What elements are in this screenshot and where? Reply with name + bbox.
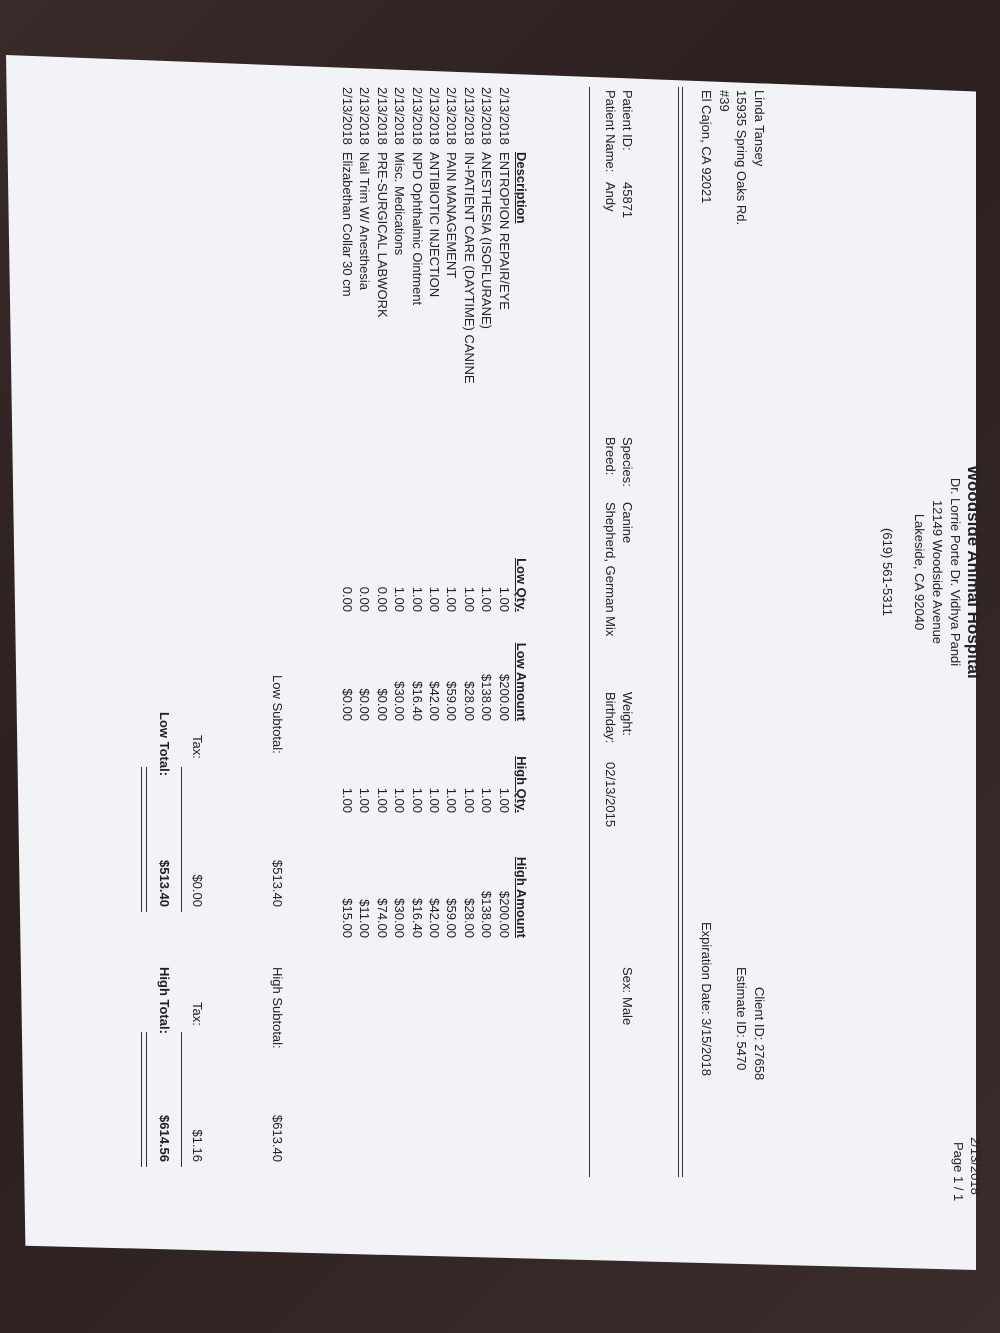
low-total-double-rule [141, 767, 147, 912]
table-header-row [513, 87, 530, 938]
birthday-label: Birthday: [603, 692, 618, 744]
sex-value: Male [620, 997, 635, 1026]
table-row: 2/13/2018 Elizabethan Collar 30 cm 0.00 $0.00 1.00 $15.00 [339, 87, 355, 938]
expiration-date: Expiration Date: 3/15/2018 [699, 922, 714, 1076]
client-city: El Cajon, CA 92021 [699, 90, 714, 204]
low-tax-label: Tax: [190, 735, 205, 759]
low-tax-rule [181, 767, 182, 912]
low-subtotal-label: Low Subtotal: [270, 675, 285, 754]
table-row: 2/13/2018 ANTIBIOTIC INJECTION 1.00 $42.00 1.00 $42.00 [426, 87, 442, 938]
high-subtotal-label: High Subtotal: [270, 967, 285, 1049]
species-label: Species: [620, 437, 635, 487]
client-name: Linda Tansey [752, 90, 767, 167]
line-items-table [339, 87, 530, 938]
high-subtotal-value: $613.40 [270, 1115, 285, 1162]
patient-id-label: Patient ID: [620, 90, 635, 151]
table-row: 2/13/2018 Misc. Medications 1.00 $30.00 1.00 $30.00 [392, 87, 408, 938]
estimate-document [157, 62, 985, 1252]
table-row: 2/13/2018 Nail Trim W/ Anesthesia 0.00 $0.00 1.00 $11.00 [357, 87, 373, 938]
weight-label: Weight: [620, 692, 635, 736]
breed-label: Breed: [603, 437, 618, 476]
table-row: 2/13/2018 ENTROPION REPAIR/EYE 1.00 $200.00 1.00 $200.00 [496, 87, 512, 938]
client-address2: #39 [717, 90, 732, 112]
estimate-id: Estimate ID: 5470 [734, 967, 749, 1071]
high-total-double-rule [141, 1032, 147, 1167]
species-value: Canine [620, 502, 635, 544]
hospital-name: Woodside Animal Hospital [964, 465, 983, 679]
col-low-qty: Low Qty. [514, 558, 529, 612]
low-tax-value: $0.00 [190, 874, 205, 907]
table-row: 2/13/2018 ANESTHESIA (ISOFLURANE) 1.00 $138.00 1.00 $138.00 [479, 87, 495, 938]
high-tax-label: Tax: [190, 1002, 205, 1026]
table-row: 2/13/2018 PRE-SURGICAL LABWORK 0.00 $0.00 1.00 $74.00 [374, 87, 390, 938]
table-row: 2/13/2018 NPD Ophthalmic Ointment 1.00 $16.40 1.00 $16.40 [409, 87, 425, 938]
col-high-qty: High Qty. [514, 756, 529, 813]
col-description: Description [514, 152, 529, 224]
page-number: Page 1 / 1 [951, 1142, 966, 1202]
high-total-label: High Total: [157, 967, 172, 1034]
rule-top-1 [682, 87, 683, 1177]
rule-mid [589, 87, 590, 1177]
high-tax-value: $1.16 [190, 1129, 205, 1162]
client-id: Client ID: 27658 [752, 987, 767, 1081]
hospital-city: Lakeside, CA 92040 [912, 513, 927, 631]
high-total-value: $614.56 [157, 1115, 172, 1162]
low-subtotal-value: $513.40 [270, 860, 285, 907]
hospital-doctors: Dr. Lorrie Porte Dr. Vidhya Pandi [948, 477, 963, 667]
col-low-amount: Low Amount [514, 642, 529, 721]
client-address1: 15935 Spring Oaks Rd. [734, 90, 749, 226]
patient-name-value: Andy [603, 182, 618, 212]
patient-name-label: Patient Name: [603, 90, 618, 173]
high-tax-rule [181, 1032, 182, 1167]
print-date: 2/13/2018 [968, 1137, 983, 1195]
hospital-phone: (619) 561-5311 [880, 528, 895, 616]
low-total-label: Low Total: [157, 712, 172, 777]
low-total-value: $513.40 [157, 860, 172, 907]
rule-top-2 [678, 87, 679, 1177]
patient-id-value: 45871 [620, 182, 635, 219]
table-row: 2/13/2018 PAIN MANAGEMENT 1.00 $59.00 1.00 $59.00 [444, 87, 460, 938]
breed-value: Shepherd, German Mix [603, 502, 618, 637]
table-row: 2/13/2018 IN-PATIENT CARE (DAYTIME) CANINE 1.00 $28.00 1.00 $28.00 [461, 87, 477, 938]
birthday-value: 02/13/2015 [603, 762, 618, 828]
col-high-amount: High Amount [514, 856, 529, 938]
sex-label: Sex: [620, 967, 635, 994]
hospital-street: 12149 Woodside Avenue [930, 499, 945, 645]
